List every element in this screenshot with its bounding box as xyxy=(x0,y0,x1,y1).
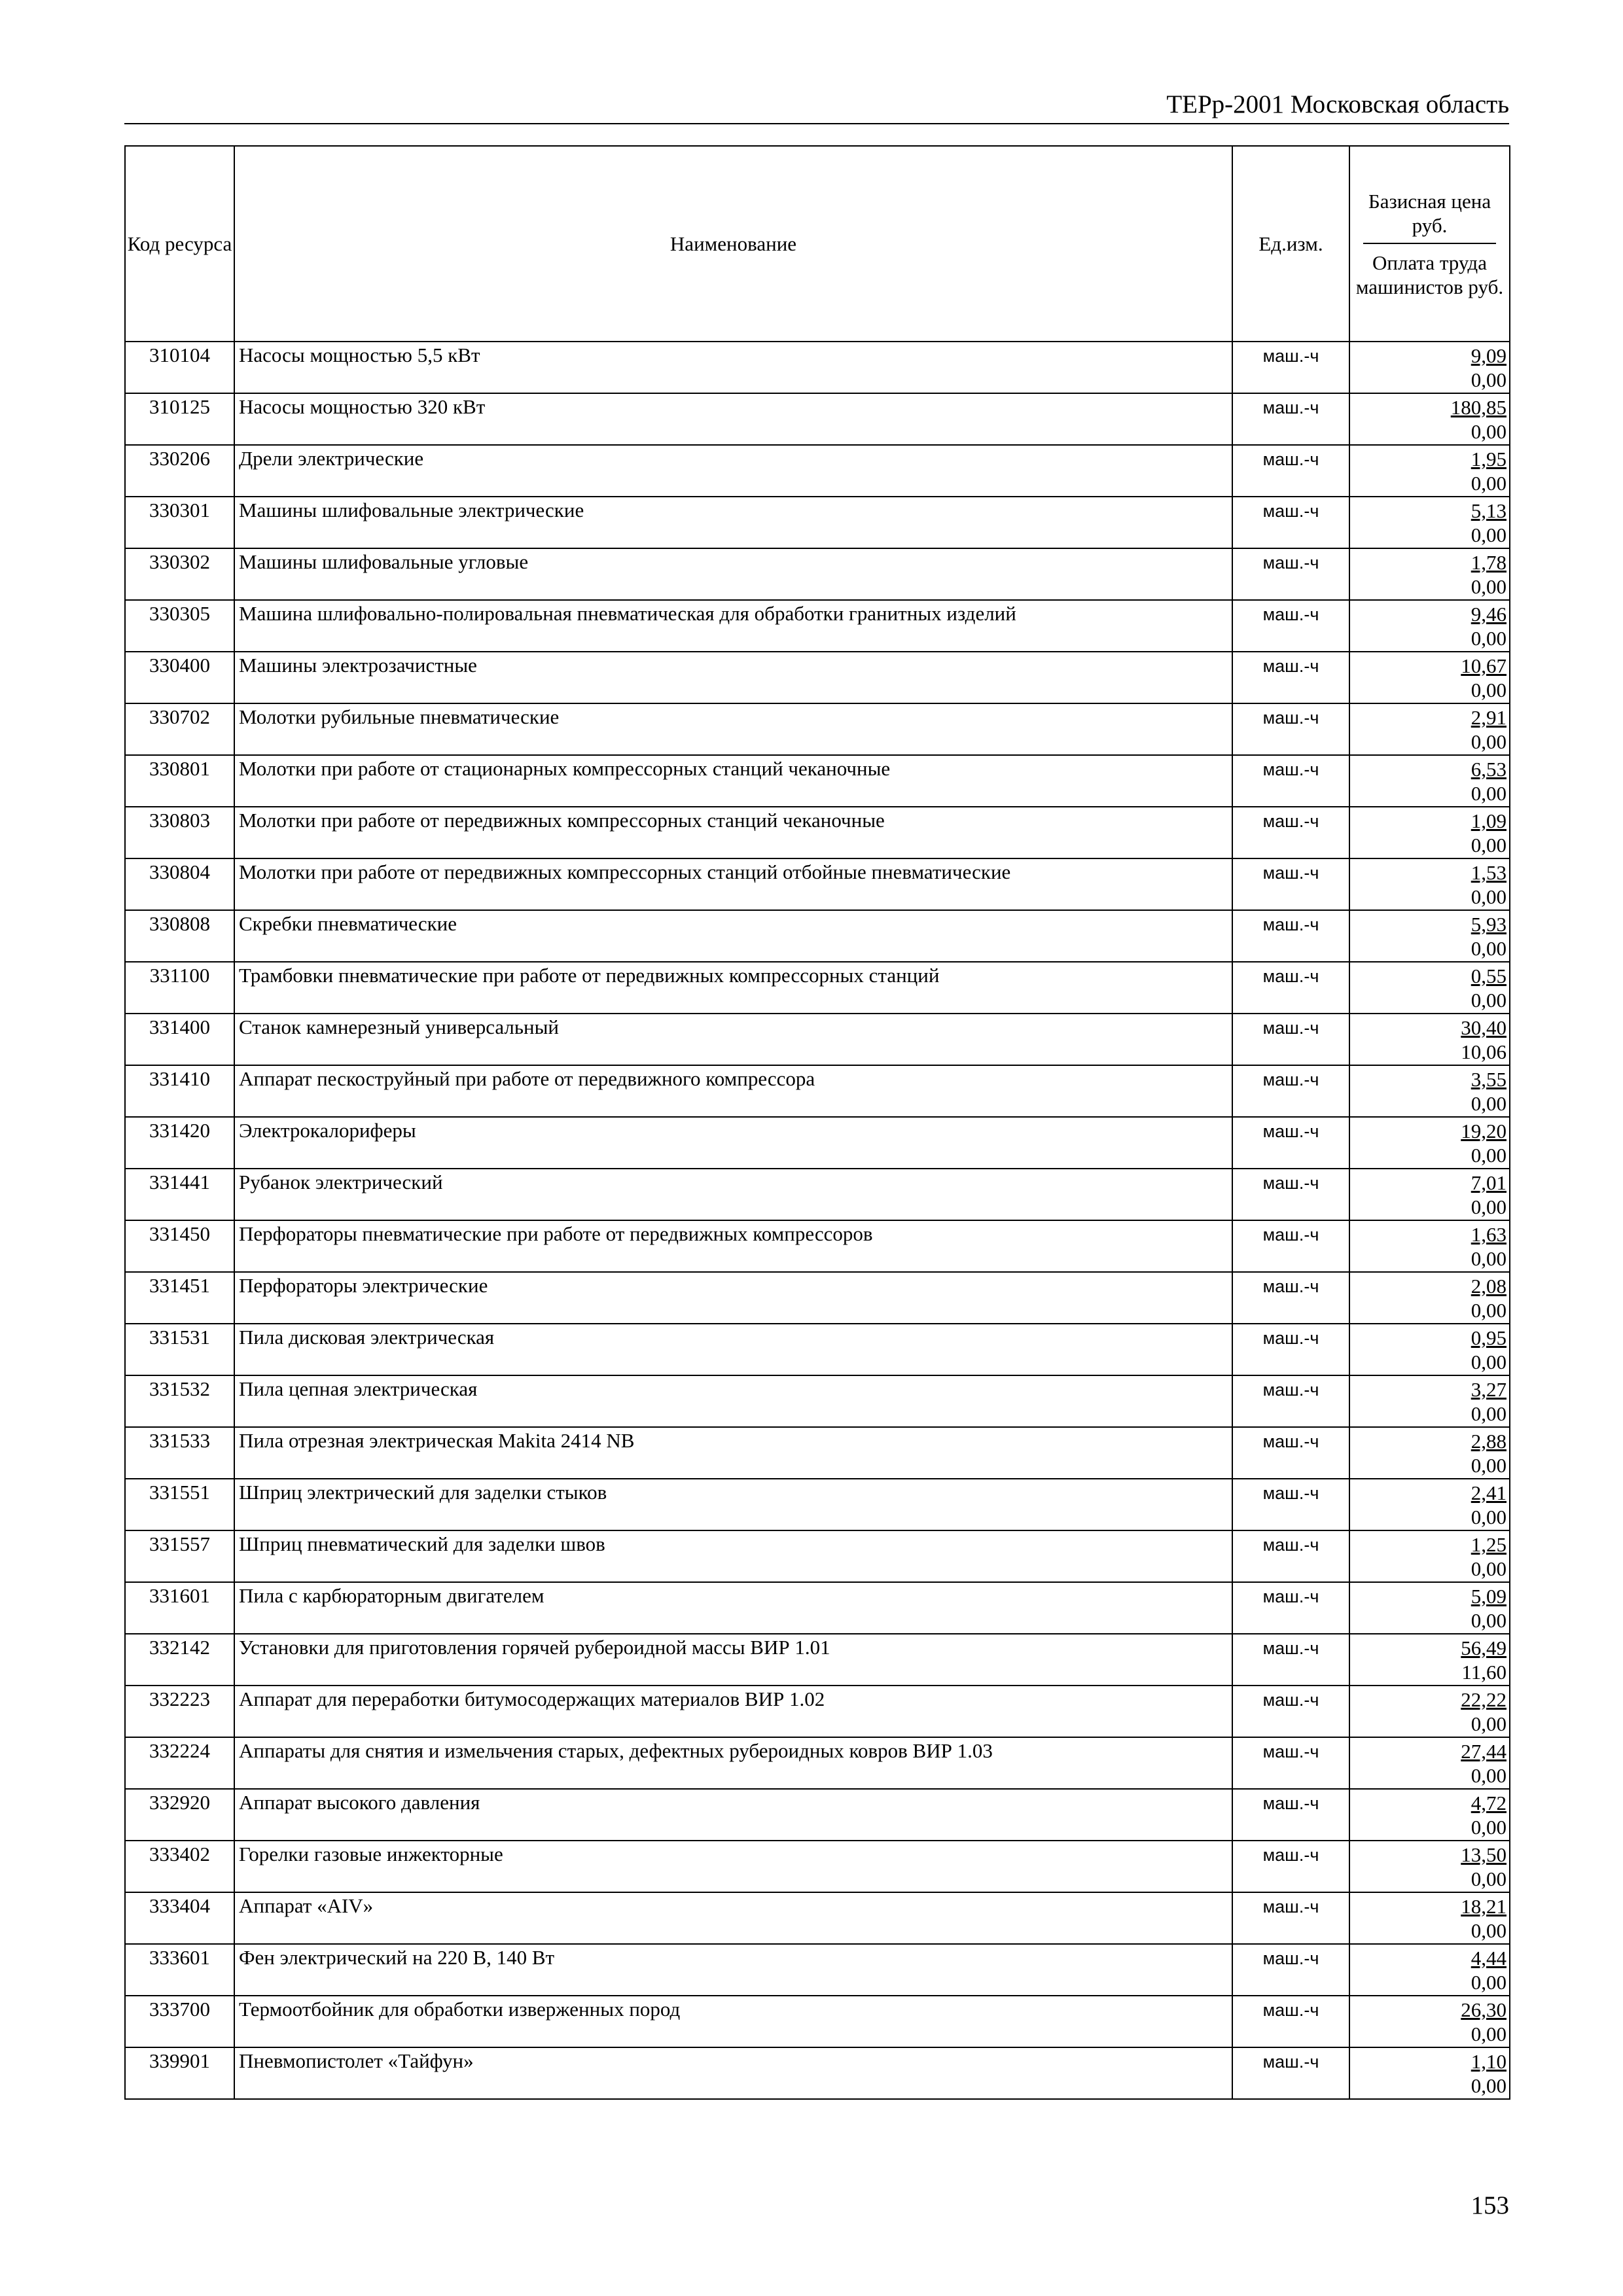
resource-name: Пила с карбюраторным двигателем xyxy=(234,1582,1232,1634)
resource-code: 331532 xyxy=(125,1375,234,1427)
resource-unit: маш.-ч xyxy=(1232,1479,1349,1530)
base-price: 7,01 xyxy=(1471,1171,1507,1194)
base-price: 18,21 xyxy=(1461,1895,1507,1918)
base-price: 5,93 xyxy=(1471,913,1507,936)
base-price: 1,63 xyxy=(1471,1223,1507,1246)
base-price: 19,20 xyxy=(1461,1120,1507,1142)
operator-pay: 0,00 xyxy=(1471,1351,1507,1373)
resource-name: Машины шлифовальные электрические xyxy=(234,497,1232,548)
operator-pay: 0,00 xyxy=(1471,1557,1507,1580)
operator-pay: 0,00 xyxy=(1471,1712,1507,1735)
table-row xyxy=(125,1634,1510,1686)
resource-name: Пила цепная электрическая xyxy=(234,1375,1232,1427)
resource-unit: маш.-ч xyxy=(1232,1220,1349,1272)
resource-code: 331410 xyxy=(125,1065,234,1117)
resource-unit: маш.-ч xyxy=(1232,600,1349,652)
col-header-unit: Ед.изм. xyxy=(1232,146,1349,342)
resource-name: Перфораторы электрические xyxy=(234,1272,1232,1324)
resource-unit: маш.-ч xyxy=(1232,1375,1349,1427)
base-price: 4,44 xyxy=(1471,1947,1507,1969)
resource-name: Дрели электрические xyxy=(234,445,1232,497)
operator-pay: 0,00 xyxy=(1471,575,1507,598)
base-price: 0,55 xyxy=(1471,964,1507,987)
resource-unit: маш.-ч xyxy=(1232,393,1349,445)
table-row xyxy=(125,1324,1510,1375)
resource-unit: маш.-ч xyxy=(1232,1582,1349,1634)
resource-unit: маш.-ч xyxy=(1232,807,1349,858)
operator-pay: 0,00 xyxy=(1471,679,1507,701)
operator-pay: 0,00 xyxy=(1471,1092,1507,1115)
resource-price-cell xyxy=(1349,962,1510,1014)
resource-price-cell xyxy=(1349,1996,1510,2047)
resource-unit: маш.-ч xyxy=(1232,1892,1349,1944)
table-row xyxy=(125,393,1510,445)
table-row xyxy=(125,652,1510,703)
resource-name: Насосы мощностью 5,5 кВт xyxy=(234,342,1232,393)
resource-price-cell xyxy=(1349,755,1510,807)
table-row xyxy=(125,1479,1510,1530)
resource-unit: маш.-ч xyxy=(1232,1686,1349,1737)
resource-price-cell xyxy=(1349,1065,1510,1117)
resource-unit: маш.-ч xyxy=(1232,1737,1349,1789)
operator-pay: 0,00 xyxy=(1471,989,1507,1012)
resource-code: 310125 xyxy=(125,393,234,445)
resource-price-cell xyxy=(1349,548,1510,600)
page-number: 153 xyxy=(1471,2191,1509,2219)
resource-unit: маш.-ч xyxy=(1232,1117,1349,1169)
resource-price-cell xyxy=(1349,807,1510,858)
resource-unit: маш.-ч xyxy=(1232,1996,1349,2047)
base-price: 9,09 xyxy=(1471,344,1507,367)
resource-name: Машины шлифовальные угловые xyxy=(234,548,1232,600)
resource-code: 332224 xyxy=(125,1737,234,1789)
table-row xyxy=(125,1065,1510,1117)
resource-price-cell xyxy=(1349,1324,1510,1375)
resource-price-cell xyxy=(1349,342,1510,393)
operator-pay: 0,00 xyxy=(1471,1299,1507,1322)
base-price: 27,44 xyxy=(1461,1740,1507,1763)
resource-unit: маш.-ч xyxy=(1232,1014,1349,1065)
table-row xyxy=(125,1996,1510,2047)
table-row xyxy=(125,1530,1510,1582)
resource-price-cell xyxy=(1349,652,1510,703)
resource-code: 330804 xyxy=(125,858,234,910)
col-header-code: Код ресурса xyxy=(125,146,234,342)
resource-name: Аппараты для снятия и измельчения старых, дефектных рубероидных ковров ВИР 1.03 xyxy=(234,1737,1232,1789)
resource-code: 330206 xyxy=(125,445,234,497)
resource-name: Молотки при работе от стационарных компрессорных станций чеканочные xyxy=(234,755,1232,807)
resource-name: Машины электрозачистные xyxy=(234,652,1232,703)
operator-pay: 0,00 xyxy=(1471,1506,1507,1528)
base-price: 22,22 xyxy=(1461,1688,1507,1711)
base-price: 1,09 xyxy=(1471,809,1507,832)
resource-name: Электрокалориферы xyxy=(234,1117,1232,1169)
resource-price-cell xyxy=(1349,1479,1510,1530)
base-price: 56,49 xyxy=(1461,1636,1507,1659)
resource-price-cell xyxy=(1349,703,1510,755)
resource-price-cell xyxy=(1349,1375,1510,1427)
resource-unit: маш.-ч xyxy=(1232,1427,1349,1479)
resource-code: 331441 xyxy=(125,1169,234,1220)
resource-price-cell xyxy=(1349,1944,1510,1996)
resource-code: 330305 xyxy=(125,600,234,652)
resource-name: Фен электрический на 220 В, 140 Вт xyxy=(234,1944,1232,1996)
operator-pay: 0,00 xyxy=(1471,627,1507,650)
base-price: 10,67 xyxy=(1461,654,1507,677)
resource-price-cell xyxy=(1349,497,1510,548)
operator-pay: 0,00 xyxy=(1471,1454,1507,1477)
resource-unit: маш.-ч xyxy=(1232,962,1349,1014)
base-price: 2,88 xyxy=(1471,1430,1507,1453)
table-row xyxy=(125,1944,1510,1996)
table-row xyxy=(125,1686,1510,1737)
operator-pay: 0,00 xyxy=(1471,1247,1507,1270)
resource-price-cell xyxy=(1349,1169,1510,1220)
resource-code: 330801 xyxy=(125,755,234,807)
base-price: 3,27 xyxy=(1471,1378,1507,1401)
resource-code: 331100 xyxy=(125,962,234,1014)
running-header-title: ТЕРр-2001 Московская область xyxy=(1166,90,1509,118)
resource-code: 332142 xyxy=(125,1634,234,1686)
resource-price-cell xyxy=(1349,910,1510,962)
resource-name: Шприц электрический для заделки стыков xyxy=(234,1479,1232,1530)
table-row xyxy=(125,1582,1510,1634)
table-row xyxy=(125,497,1510,548)
base-price: 30,40 xyxy=(1461,1016,1507,1039)
resource-price-cell xyxy=(1349,1737,1510,1789)
base-price: 0,95 xyxy=(1471,1326,1507,1349)
base-price: 1,78 xyxy=(1471,551,1507,574)
resource-price-cell xyxy=(1349,1117,1510,1169)
operator-pay: 0,00 xyxy=(1471,2074,1507,2097)
resource-code: 330808 xyxy=(125,910,234,962)
resource-name: Пневмопистолет «Тайфун» xyxy=(234,2047,1232,2099)
table-row xyxy=(125,548,1510,600)
table-row xyxy=(125,1375,1510,1427)
resource-code: 333404 xyxy=(125,1892,234,1944)
base-price: 1,10 xyxy=(1471,2050,1507,2073)
base-price: 2,08 xyxy=(1471,1275,1507,1298)
table-row xyxy=(125,858,1510,910)
resource-name: Станок камнерезный универсальный xyxy=(234,1014,1232,1065)
operator-pay: 0,00 xyxy=(1471,1195,1507,1218)
resource-unit: маш.-ч xyxy=(1232,703,1349,755)
resource-code: 333700 xyxy=(125,1996,234,2047)
operator-pay: 0,00 xyxy=(1471,1867,1507,1890)
resource-name: Перфораторы пневматические при работе от передвижных компрессоров xyxy=(234,1220,1232,1272)
resource-unit: маш.-ч xyxy=(1232,1944,1349,1996)
resource-code: 330400 xyxy=(125,652,234,703)
resource-price-cell xyxy=(1349,1582,1510,1634)
resource-code: 330302 xyxy=(125,548,234,600)
resource-unit: маш.-ч xyxy=(1232,2047,1349,2099)
col-header-price xyxy=(1349,146,1510,342)
resource-name: Молотки при работе от передвижных компрессорных станций чеканочные xyxy=(234,807,1232,858)
operator-pay: 0,00 xyxy=(1471,523,1507,546)
table-row xyxy=(125,342,1510,393)
resource-name: Горелки газовые инжекторные xyxy=(234,1841,1232,1892)
resource-price-cell xyxy=(1349,1634,1510,1686)
base-price: 1,25 xyxy=(1471,1533,1507,1556)
resource-code: 330803 xyxy=(125,807,234,858)
operator-pay: 0,00 xyxy=(1471,1816,1507,1839)
table-row xyxy=(125,1169,1510,1220)
operator-pay: 0,00 xyxy=(1471,1609,1507,1632)
col-header-base-price: Базисная цена руб. xyxy=(1368,189,1491,237)
col-header-operator-pay: Оплата труда машинистов руб. xyxy=(1355,251,1504,298)
table-row xyxy=(125,1789,1510,1841)
resource-unit: маш.-ч xyxy=(1232,342,1349,393)
resource-code: 331601 xyxy=(125,1582,234,1634)
resource-code: 331451 xyxy=(125,1272,234,1324)
table-row xyxy=(125,1737,1510,1789)
resource-name: Пила отрезная электрическая Makita 2414 NB xyxy=(234,1427,1232,1479)
operator-pay: 0,00 xyxy=(1471,782,1507,805)
table-row xyxy=(125,807,1510,858)
base-price: 2,91 xyxy=(1471,706,1507,729)
resource-unit: маш.-ч xyxy=(1232,1065,1349,1117)
resource-price-cell xyxy=(1349,1272,1510,1324)
operator-pay: 0,00 xyxy=(1471,834,1507,857)
resource-price-cell xyxy=(1349,1427,1510,1479)
table-header-row xyxy=(125,146,1510,342)
operator-pay: 10,06 xyxy=(1461,1040,1507,1063)
operator-pay: 0,00 xyxy=(1471,937,1507,960)
table-row xyxy=(125,910,1510,962)
resource-code: 331450 xyxy=(125,1220,234,1272)
resource-price-cell xyxy=(1349,393,1510,445)
table-row xyxy=(125,1117,1510,1169)
resource-code: 331420 xyxy=(125,1117,234,1169)
base-price: 1,53 xyxy=(1471,861,1507,884)
resource-unit: маш.-ч xyxy=(1232,1169,1349,1220)
base-price: 26,30 xyxy=(1461,1998,1507,2021)
resource-name: Молотки рубильные пневматические xyxy=(234,703,1232,755)
resource-name: Скребки пневматические xyxy=(234,910,1232,962)
resource-code: 330702 xyxy=(125,703,234,755)
table-row xyxy=(125,1014,1510,1065)
resource-unit: маш.-ч xyxy=(1232,910,1349,962)
resource-unit: маш.-ч xyxy=(1232,497,1349,548)
resource-code: 339901 xyxy=(125,2047,234,2099)
resource-table xyxy=(124,145,1510,2100)
resource-unit: маш.-ч xyxy=(1232,1530,1349,1582)
base-price: 13,50 xyxy=(1461,1843,1507,1866)
resource-price-cell xyxy=(1349,2047,1510,2099)
operator-pay: 11,60 xyxy=(1461,1661,1507,1684)
resource-name: Пила дисковая электрическая xyxy=(234,1324,1232,1375)
resource-unit: маш.-ч xyxy=(1232,858,1349,910)
operator-pay: 0,00 xyxy=(1471,1144,1507,1167)
resource-price-cell xyxy=(1349,1220,1510,1272)
resource-name: Термоотбойник для обработки изверженных пород xyxy=(234,1996,1232,2047)
base-price: 5,09 xyxy=(1471,1585,1507,1608)
resource-code: 332223 xyxy=(125,1686,234,1737)
table-row xyxy=(125,962,1510,1014)
resource-unit: маш.-ч xyxy=(1232,445,1349,497)
resource-unit: маш.-ч xyxy=(1232,1634,1349,1686)
header-rule xyxy=(124,123,1509,124)
table-row xyxy=(125,1841,1510,1892)
col-header-divider xyxy=(1363,243,1496,244)
base-price: 9,46 xyxy=(1471,603,1507,626)
operator-pay: 0,00 xyxy=(1471,1971,1507,1994)
table-row xyxy=(125,1220,1510,1272)
resource-code: 331533 xyxy=(125,1427,234,1479)
resource-name: Аппарат высокого давления xyxy=(234,1789,1232,1841)
base-price: 5,13 xyxy=(1471,499,1507,522)
resource-name: Аппарат «AIV» xyxy=(234,1892,1232,1944)
resource-code: 332920 xyxy=(125,1789,234,1841)
resource-code: 330301 xyxy=(125,497,234,548)
resource-unit: маш.-ч xyxy=(1232,755,1349,807)
operator-pay: 0,00 xyxy=(1471,420,1507,443)
resource-unit: маш.-ч xyxy=(1232,1841,1349,1892)
resource-name: Рубанок электрический xyxy=(234,1169,1232,1220)
table-row xyxy=(125,1427,1510,1479)
operator-pay: 0,00 xyxy=(1471,730,1507,753)
resource-name: Аппарат для переработки битумосодержащих материалов ВИР 1.02 xyxy=(234,1686,1232,1737)
resource-unit: маш.-ч xyxy=(1232,652,1349,703)
table-row xyxy=(125,2047,1510,2099)
base-price: 3,55 xyxy=(1471,1068,1507,1091)
table-row xyxy=(125,755,1510,807)
resource-price-cell xyxy=(1349,1789,1510,1841)
table-row xyxy=(125,600,1510,652)
resource-code: 331551 xyxy=(125,1479,234,1530)
operator-pay: 0,00 xyxy=(1471,1919,1507,1942)
resource-code: 331531 xyxy=(125,1324,234,1375)
resource-name: Установки для приготовления горячей рубероидной массы ВИР 1.01 xyxy=(234,1634,1232,1686)
base-price: 6,53 xyxy=(1471,758,1507,781)
operator-pay: 0,00 xyxy=(1471,2022,1507,2045)
resource-unit: маш.-ч xyxy=(1232,1324,1349,1375)
resource-price-cell xyxy=(1349,1841,1510,1892)
operator-pay: 0,00 xyxy=(1471,1764,1507,1787)
resource-code: 310104 xyxy=(125,342,234,393)
base-price: 180,85 xyxy=(1450,396,1507,419)
resource-code: 333601 xyxy=(125,1944,234,1996)
table-row xyxy=(125,445,1510,497)
resource-code: 331557 xyxy=(125,1530,234,1582)
resource-price-cell xyxy=(1349,445,1510,497)
resource-name: Аппарат пескоструйный при работе от передвижного компрессора xyxy=(234,1065,1232,1117)
base-price: 2,41 xyxy=(1471,1481,1507,1504)
resource-price-cell xyxy=(1349,600,1510,652)
resource-code: 333402 xyxy=(125,1841,234,1892)
resource-unit: маш.-ч xyxy=(1232,548,1349,600)
resource-unit: маш.-ч xyxy=(1232,1789,1349,1841)
resource-price-cell xyxy=(1349,1892,1510,1944)
col-header-name: Наименование xyxy=(234,146,1232,342)
resource-price-cell xyxy=(1349,1014,1510,1065)
resource-name: Насосы мощностью 320 кВт xyxy=(234,393,1232,445)
table-row xyxy=(125,703,1510,755)
resource-price-cell xyxy=(1349,858,1510,910)
base-price: 4,72 xyxy=(1471,1792,1507,1814)
operator-pay: 0,00 xyxy=(1471,885,1507,908)
resource-unit: маш.-ч xyxy=(1232,1272,1349,1324)
table-row xyxy=(125,1272,1510,1324)
resource-name: Молотки при работе от передвижных компрессорных станций отбойные пневматические xyxy=(234,858,1232,910)
resource-name: Машина шлифовально-полировальная пневматическая для обработки гранитных изделий xyxy=(234,600,1232,652)
table-row xyxy=(125,1892,1510,1944)
resource-price-cell xyxy=(1349,1530,1510,1582)
resource-name: Трамбовки пневматические при работе от передвижных компрессорных станций xyxy=(234,962,1232,1014)
operator-pay: 0,00 xyxy=(1471,368,1507,391)
resource-price-cell xyxy=(1349,1686,1510,1737)
base-price: 1,95 xyxy=(1471,448,1507,470)
operator-pay: 0,00 xyxy=(1471,1402,1507,1425)
resource-name: Шприц пневматический для заделки швов xyxy=(234,1530,1232,1582)
resource-code: 331400 xyxy=(125,1014,234,1065)
operator-pay: 0,00 xyxy=(1471,472,1507,495)
